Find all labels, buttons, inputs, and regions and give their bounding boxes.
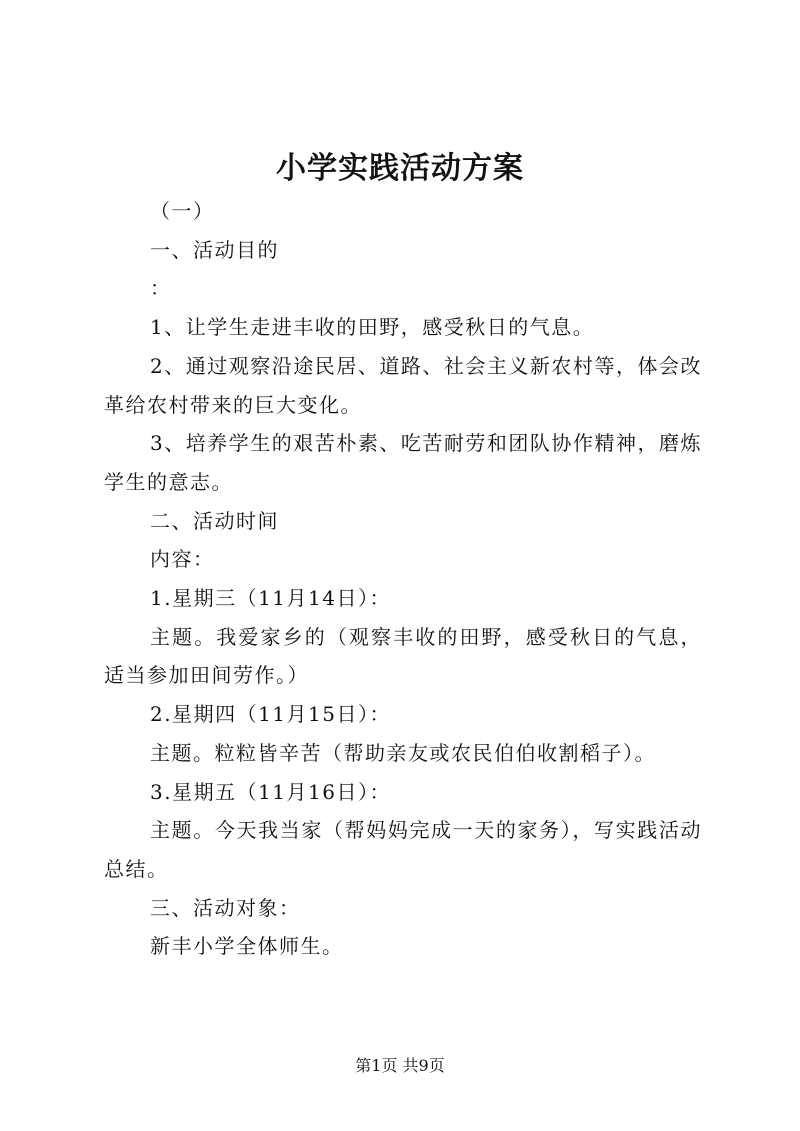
section-heading: 三、活动对象：	[150, 895, 301, 920]
paragraph: ：	[150, 276, 172, 301]
section-heading: 一、活动目的	[150, 237, 279, 262]
schedule-topic: 主题。我爱家乡的（观察丰收的田野，感受秋日的气息，适当参加田间劳作。）	[104, 624, 702, 688]
schedule-day: 1.星期三（11月14日）：	[150, 586, 391, 611]
schedule-day: 2.星期四（11月15日）：	[150, 702, 391, 727]
schedule-topic: 主题。粒粒皆辛苦（帮助亲友或农民伯伯收割稻子）。	[150, 740, 656, 765]
paragraph: 内容：	[150, 547, 215, 572]
section-heading: 二、活动时间	[150, 508, 279, 533]
paragraph: （一）	[150, 199, 215, 223]
list-item: 3、培养学生的艰苦朴素、吃苦耐劳和团队协作精神，磨炼学生的意志。	[104, 431, 702, 494]
schedule-day: 3.星期五（11月16日）：	[150, 779, 391, 804]
document-title: 小学实践活动方案	[276, 151, 524, 186]
list-item: 2、通过观察沿途民居、道路、社会主义新农村等，体会改革给农村带来的巨大变化。	[104, 353, 702, 417]
schedule-topic: 主题。今天我当家（帮妈妈完成一天的家务），写实践活动总结。	[104, 818, 702, 881]
page-number-footer: 第1页 共9页	[355, 1056, 445, 1075]
document-body	[104, 192, 702, 966]
list-item: 1、让学生走进丰收的田野，感受秋日的气息。	[150, 315, 595, 340]
paragraph: 新丰小学全体师生。	[150, 934, 344, 959]
